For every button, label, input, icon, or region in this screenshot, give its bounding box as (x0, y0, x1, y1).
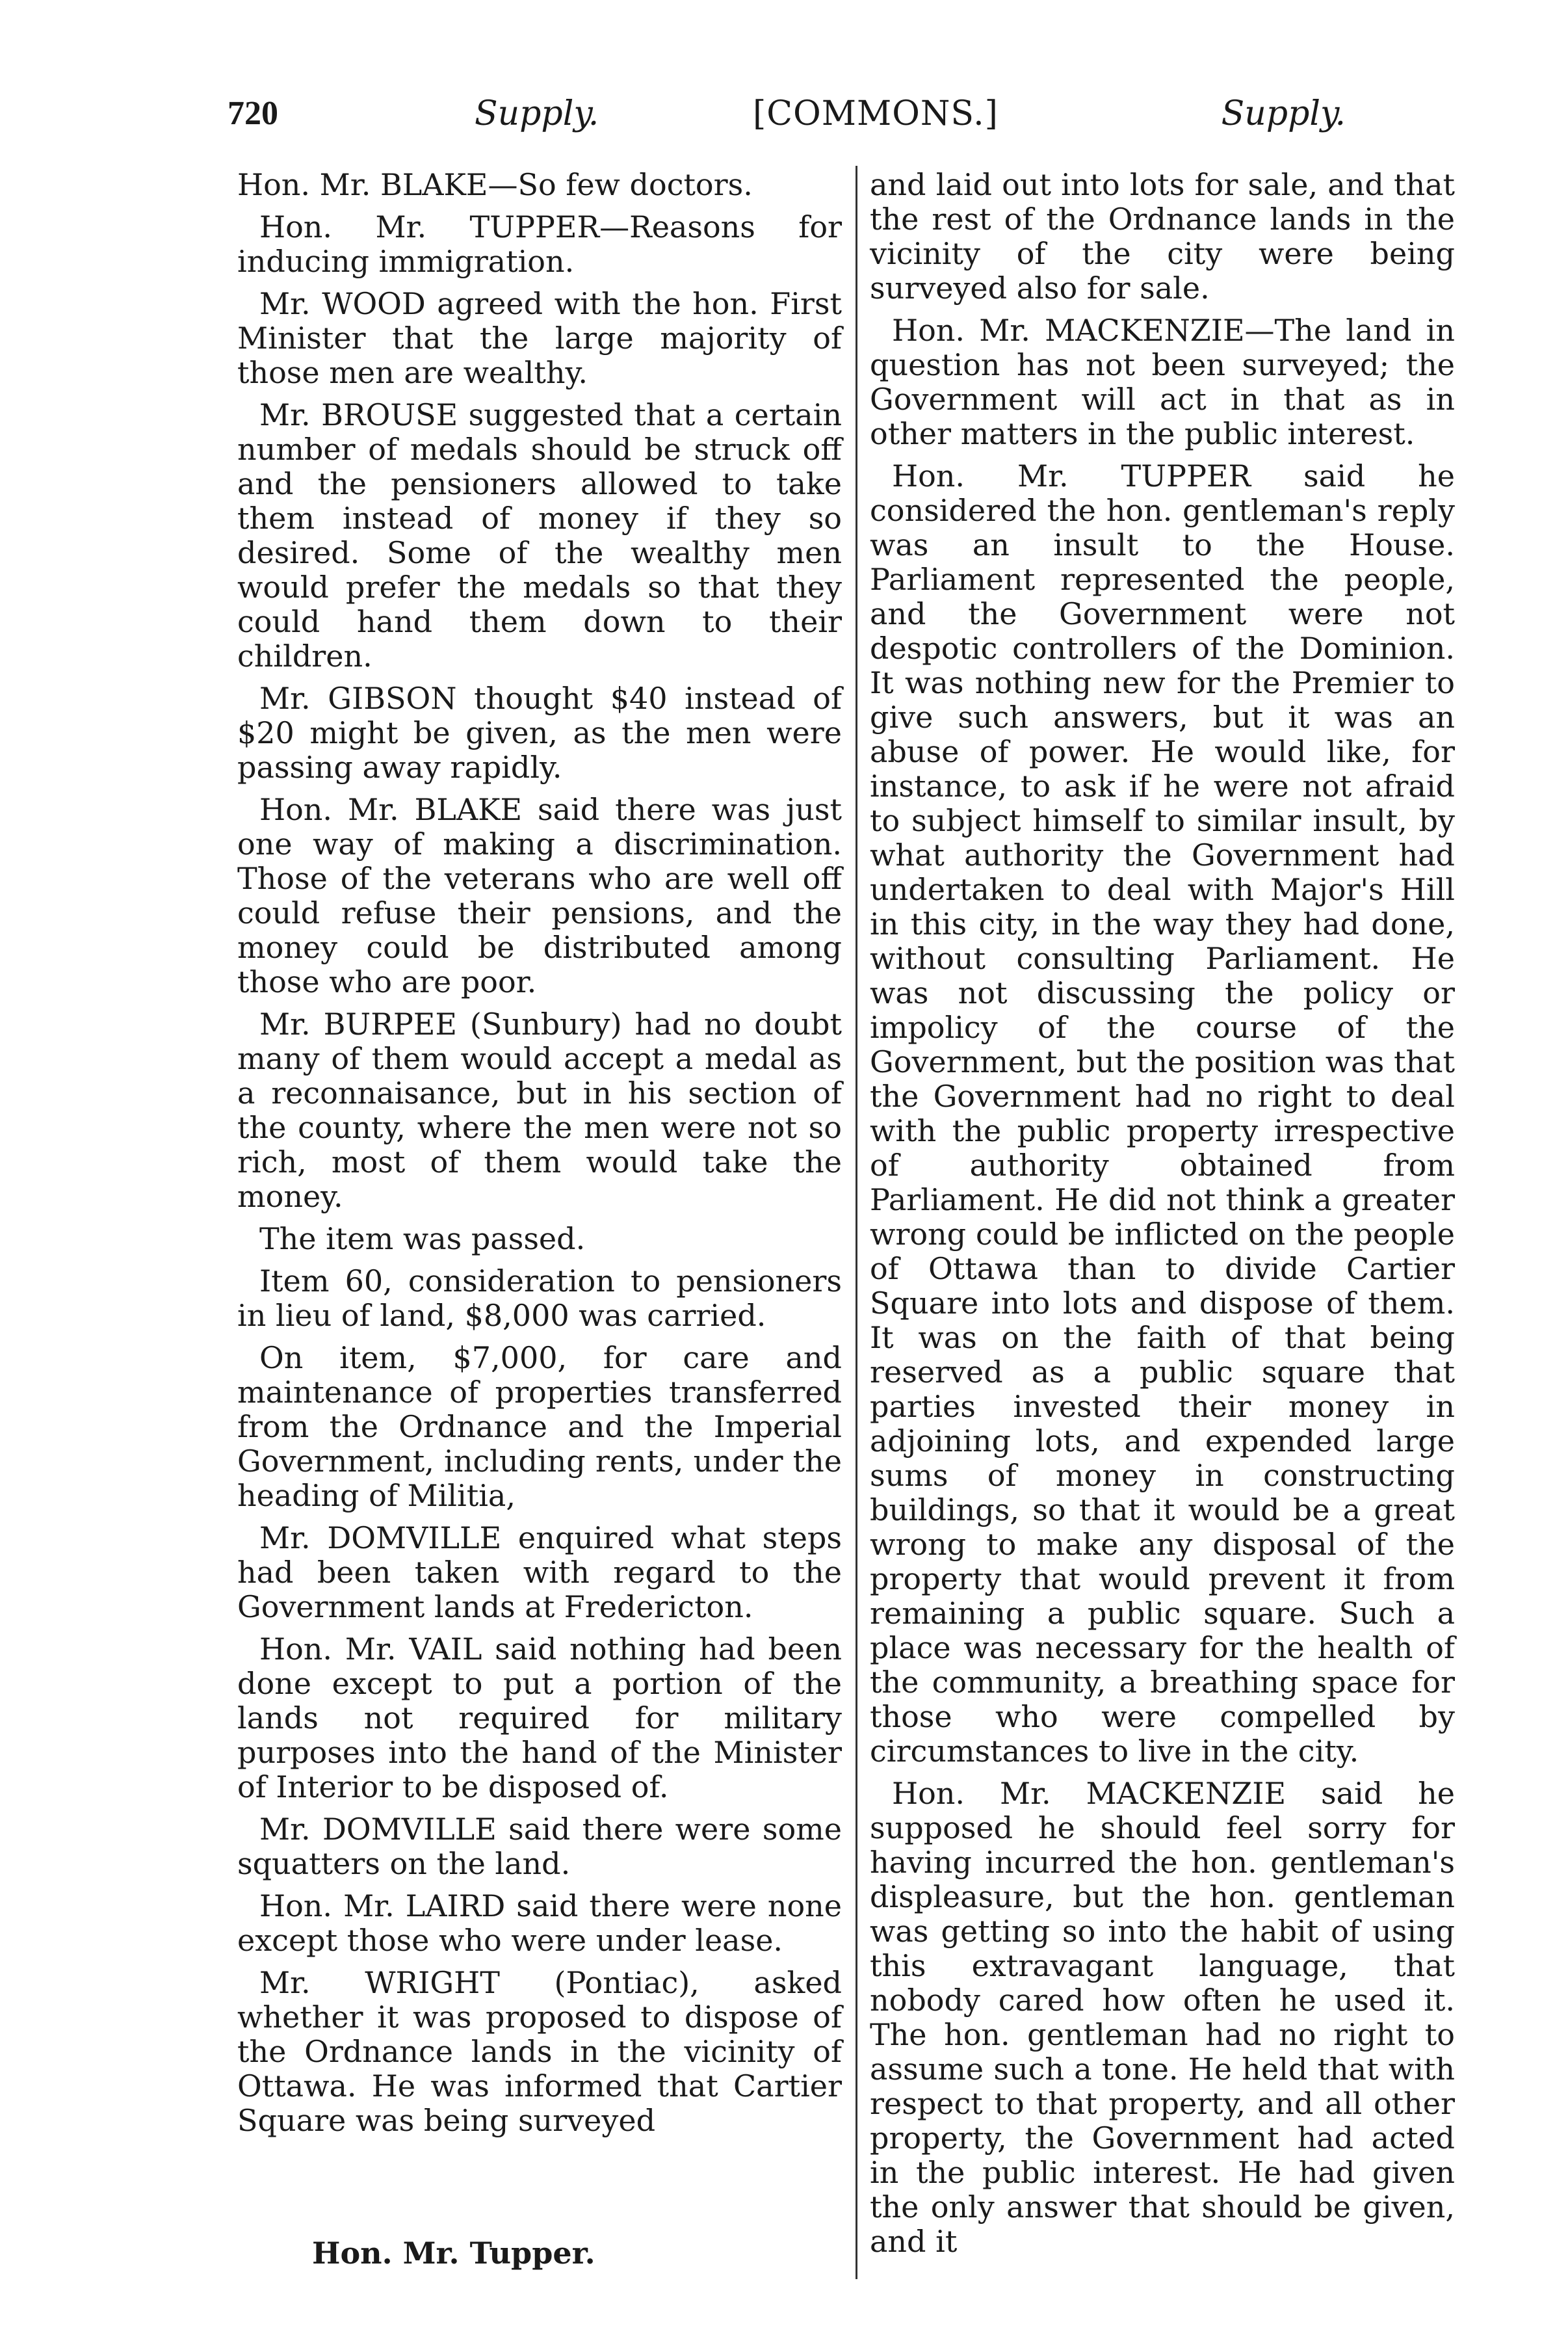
paragraph: Mr. BURPEE (Sunbury) had no doubt many of them would accept a medal as a reconnaisance, but in his section of the county, where the men were not so rich, most of them would take the money. (237, 1007, 842, 1214)
column-divider (856, 166, 857, 2279)
header-left-title: Supply. (475, 94, 599, 133)
paragraph: Mr. GIBSON thought $40 instead of $20 might be given, as the men were passing away rapidly. (237, 681, 842, 785)
running-header (228, 85, 1346, 143)
paragraph: Mr. DOMVILLE enquired what steps had been taken with regard to the Government lands at Fredericton. (237, 1520, 842, 1624)
paragraph: Hon. Mr. MACKENZIE—The land in question has not been surveyed; the Government will act in that as in other matters in the public interest. (870, 313, 1455, 451)
right-column (870, 168, 1455, 2267)
catchword: Hon. Mr. Tupper. (312, 2236, 595, 2271)
paragraph: Hon. Mr. BLAKE—So few doctors. (237, 167, 753, 202)
paragraph: On item, $7,000, for care and maintenance of properties transferred from the Ordnance and the Imperial Government, including rents, under the heading of Militia, (237, 1340, 842, 1513)
paragraph: Mr. WOOD agreed with the hon. First Minister that the large majority of those men are wealthy. (237, 286, 842, 390)
paragraph: Mr. BROUSE suggested that a certain number of medals should be struck off and the pensioners allowed to take them instead of money if they so desired. Some of the wealthy men would prefer the medals so that they could hand them down to their children. (237, 397, 842, 674)
header-right-title: Supply. (1221, 94, 1346, 133)
paragraph: Hon. Mr. TUPPER—Reasons for inducing immigration. (237, 209, 842, 279)
paragraph: Hon. Mr. TUPPER said he considered the hon. gentleman's reply was an insult to the House. Parliament represented the people, and the Government were not despotic controllers of the Dominion. It was nothing new for the Premier to give such answers, but it was an abuse of power. He would like, for instance, to ask if he were not afraid to subject himself to similar insult, by what authority the Government had undertaken to deal with Major's Hill in this city, in the way they had done, without consulting Parliament. He was not discussing the policy or impolicy of the course of the Government, but the position was that the Government had no right to deal with the public property irrespective of authority obtained from Parliament. He did not think a greater wrong could be inflicted on the people of Ottawa than to divide Cartier Square into lots and dispose of them. It was on the faith of that being reserved as a public square that parties invested their money in adjoining lots, and expended large sums of money in constructing buildings, so that it would be a great wrong to make any disposal of the property that would prevent it from remaining a public square. Such a place was necessary for the health of the community, a breathing space for those who were compelled by circumstances to live in the city. (870, 458, 1455, 1769)
paragraph: Item 60, consideration to pensioners in lieu of land, $8,000 was carried. (237, 1263, 842, 1333)
header-center-title: [COMMONS.] (753, 94, 999, 133)
paragraph: Mr. WRIGHT (Pontiac), asked whether it was proposed to dispose of the Ordnance lands in the vicinity of Ottawa. He was informed that Cartier Square was being surveyed (237, 1965, 842, 2138)
paragraph: Hon. Mr. VAIL said nothing had been done except to put a portion of the lands not required for military purposes into the hand of the Minister of Interior to be disposed of. (237, 1631, 842, 1804)
left-column (237, 168, 842, 2146)
paragraph: Hon. Mr. MACKENZIE said he supposed he should feel sorry for having incurred the hon. gentleman's displeasure, but the hon. gentleman was getting so into the habit of using this extravagant language, that nobody cared how often he used it. The hon. gentleman had no right to assume such a tone. He held that with respect to that property, and all other property, the Government had acted in the public interest. He had given the only answer that should be given, and it (870, 1776, 1455, 2259)
paragraph: Mr. DOMVILLE said there were some squatters on the land. (237, 1812, 842, 1881)
page-number: 720 (228, 95, 278, 132)
paragraph: Hon. Mr. BLAKE said there was just one way of making a discrimination. Those of the veterans who are well off could refuse their pensions, and the money could be distributed among those who are poor. (237, 792, 842, 999)
paragraph: The item was passed. (259, 1221, 586, 1256)
paragraph: Hon. Mr. LAIRD said there were none except those who were under lease. (237, 1888, 842, 1958)
paragraph: and laid out into lots for sale, and that the rest of the Ordnance lands in the vicinity of the city were being surveyed also for sale. (870, 167, 1455, 306)
